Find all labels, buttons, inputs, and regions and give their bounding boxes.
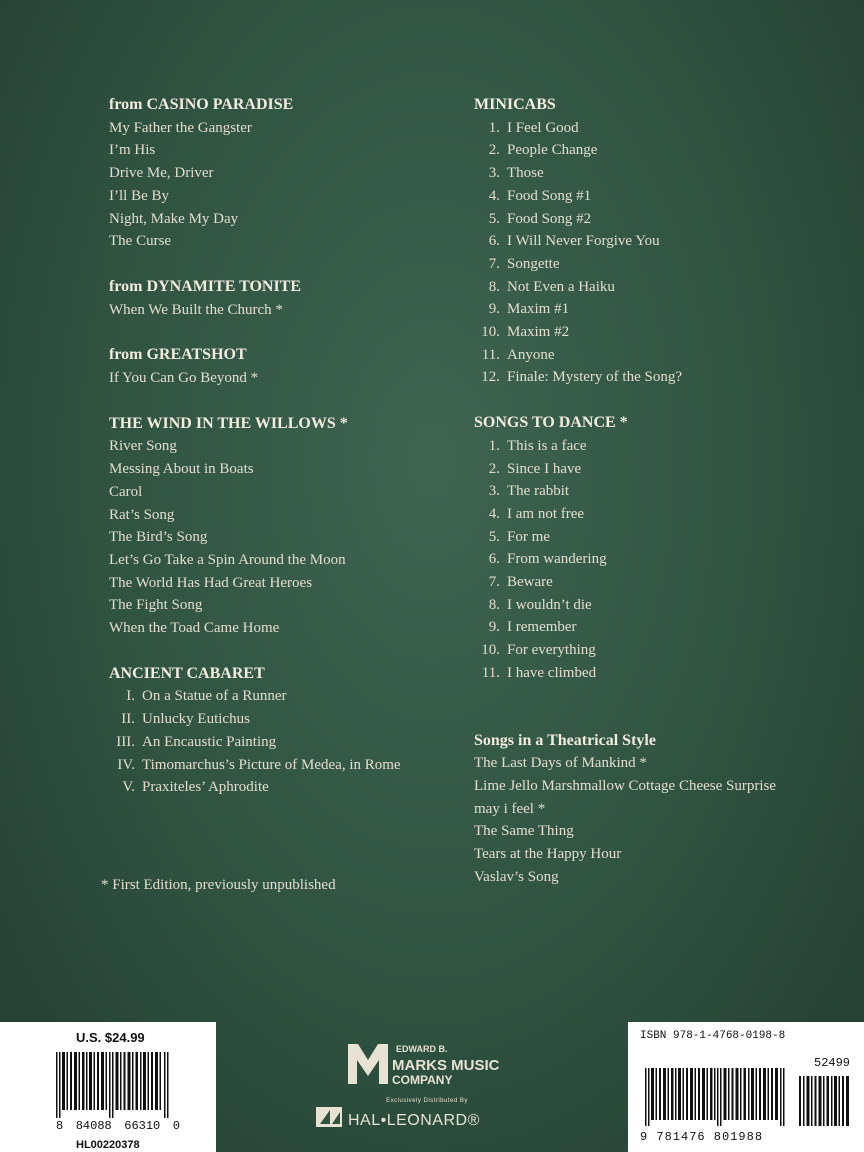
song-item [474, 571, 844, 594]
item-title: The rabbit [507, 483, 570, 500]
distributed-by-label: Exclusively Distributed By [386, 1098, 468, 1104]
item-number: 1. [488, 119, 500, 136]
item-number: 7. [488, 574, 500, 591]
item-number: 11. [481, 664, 500, 681]
section-heading [109, 413, 454, 436]
song-item [474, 458, 844, 481]
heading-prefix: from [109, 96, 147, 113]
item-title: Since I have [507, 460, 582, 477]
upc-digit-group: 84088 [75, 1119, 112, 1133]
song-item [474, 139, 844, 162]
upc-digit-group: 8 [56, 1119, 64, 1133]
logo-line-2: MARKS MUSIC [392, 1057, 500, 1074]
left-column [109, 94, 454, 822]
item-title: For me [507, 528, 550, 545]
item-number: 10. [481, 324, 500, 341]
song-item [474, 344, 844, 367]
song-item: Vaslav’s Song [474, 868, 559, 885]
item-number: 2. [488, 142, 500, 159]
section-minicabs [474, 94, 844, 389]
song-item [474, 230, 844, 253]
item-number: IV. [117, 756, 135, 773]
item-title: Food Song #2 [507, 210, 592, 227]
song-item: Drive Me, Driver [109, 165, 214, 182]
section-heading: ANCIENT CABARET [109, 664, 265, 682]
item-number: 7. [488, 255, 500, 272]
product-code: HL00220378 [76, 1139, 140, 1151]
song-item [109, 754, 454, 777]
item-title: Praxiteles’ Aphrodite [142, 779, 269, 796]
item-number: 6. [488, 233, 500, 250]
song-item [474, 480, 844, 503]
distributor-name: HAL•LEONARD® [348, 1112, 480, 1129]
item-title: For everything [507, 642, 596, 659]
isbn-barcode [643, 1068, 853, 1126]
item-title: I have climbed [507, 664, 597, 681]
song-item: Lime Jello Marshmallow Cottage Cheese Surprise [474, 777, 777, 794]
section-heading: SONGS TO DANCE * [474, 414, 628, 432]
song-item [474, 594, 844, 617]
song-item: When the Toad Came Home [109, 620, 280, 637]
heading-title: THE WIND IN THE WILLOWS * [109, 414, 348, 432]
song-item: Rat’s Song [109, 506, 175, 523]
song-item: Carol [109, 483, 143, 500]
section-heading [109, 94, 454, 117]
section-wind-in-the-willows [109, 413, 454, 640]
item-title: Unlucky Eutichus [142, 711, 250, 728]
item-title: Songette [507, 255, 560, 272]
item-number: 3. [488, 483, 500, 500]
song-item: When We Built the Church * [109, 301, 283, 318]
song-item [474, 185, 844, 208]
item-number: 3. [488, 165, 500, 182]
heading-title: CASINO PARADISE [146, 96, 294, 113]
section-ancient-cabaret [109, 663, 454, 799]
item-title: I Will Never Forgive You [507, 233, 660, 250]
heading-title: DYNAMITE TONITE [146, 277, 302, 295]
item-title: Anyone [507, 346, 555, 363]
edward-b-marks-logo [346, 1040, 506, 1088]
item-title: This is a face [507, 437, 587, 454]
song-item [474, 321, 844, 344]
hal-leonard-logo [314, 1094, 540, 1130]
section-heading: Songs in a Theatrical Style [474, 731, 656, 749]
song-item: The Bird’s Song [109, 529, 208, 546]
item-title: Maxim #2 [507, 324, 570, 341]
item-number: I. [126, 688, 135, 705]
item-number: 11. [481, 346, 500, 363]
heading-prefix: from [109, 346, 147, 364]
item-number: 8. [488, 278, 500, 295]
item-title: Food Song #1 [507, 187, 592, 204]
section-casino-paradise [109, 94, 454, 253]
song-item [474, 208, 844, 231]
item-title: From wandering [507, 551, 607, 568]
isbn-label: ISBN 978-1-4768-0198-8 [640, 1030, 786, 1042]
song-item [474, 298, 844, 321]
song-item: My Father the Gangster [109, 119, 252, 136]
song-item [474, 526, 844, 549]
item-title: I am not free [507, 505, 585, 522]
isbn-barcode-box [628, 1022, 864, 1152]
section-theatrical-style [474, 730, 844, 889]
item-number: 8. [488, 596, 500, 613]
upc-barcode [56, 1052, 172, 1118]
footnote: * First Edition, previously unpublished [101, 877, 336, 893]
item-title: On a Statue of a Runner [142, 688, 287, 705]
section-greatshot [109, 344, 454, 389]
item-number: 2. [488, 460, 500, 477]
item-title: Those [507, 165, 544, 182]
item-number: 9. [488, 619, 500, 636]
item-title: An Encaustic Painting [142, 733, 277, 750]
right-column [474, 94, 844, 912]
song-item [109, 776, 454, 799]
song-item [109, 708, 454, 731]
section-heading: MINICABS [474, 96, 556, 113]
heading-prefix: from [109, 277, 147, 295]
song-item [474, 662, 844, 685]
song-item [474, 616, 844, 639]
item-number: 5. [488, 210, 500, 227]
song-item [474, 162, 844, 185]
item-number: 4. [488, 505, 500, 522]
song-item: Tears at the Happy Hour [474, 846, 622, 863]
song-item: The Curse [109, 233, 172, 250]
song-item [474, 253, 844, 276]
upc-digits [56, 1119, 180, 1133]
item-title: I wouldn’t die [507, 596, 592, 613]
song-item [474, 117, 844, 140]
song-item: I’ll Be By [109, 187, 169, 204]
song-item [109, 685, 454, 708]
section-heading [109, 276, 454, 299]
item-title: Not Even a Haiku [507, 278, 615, 295]
heading-title: GREATSHOT [146, 346, 247, 364]
upc-digit-group: 66310 [124, 1119, 161, 1133]
song-item: The Last Days of Mankind * [474, 755, 647, 772]
item-number: III. [116, 733, 135, 750]
item-title: People Change [507, 142, 598, 159]
song-item: River Song [109, 438, 177, 455]
song-item: Night, Make My Day [109, 210, 239, 227]
addon-price-code: 52499 [814, 1056, 851, 1070]
price-label: U.S. $24.99 [76, 1030, 145, 1045]
item-title: I Feel Good [507, 119, 579, 136]
ean-digits: 9 781476 801988 [640, 1130, 764, 1144]
song-item [474, 503, 844, 526]
song-item [109, 731, 454, 754]
song-item [474, 548, 844, 571]
song-item [474, 366, 844, 389]
song-item: The Fight Song [109, 597, 203, 614]
upc-digit-group: 0 [172, 1119, 180, 1133]
item-number: 9. [488, 301, 500, 318]
item-number: 4. [488, 187, 500, 204]
song-item [474, 276, 844, 299]
item-number: II. [121, 711, 135, 728]
song-item: If You Can Go Beyond * [109, 370, 259, 387]
item-number: V. [122, 779, 135, 796]
item-number: 6. [488, 551, 500, 568]
item-number: 5. [488, 528, 500, 545]
item-title: Beware [507, 574, 553, 591]
item-title: Maxim #1 [507, 301, 570, 318]
song-item [474, 639, 844, 662]
item-title: Timomarchus’s Picture of Medea, in Rome [142, 756, 401, 773]
section-dynamite-tonite [109, 276, 454, 321]
item-number: 10. [481, 642, 500, 659]
item-title: I remember [507, 619, 577, 636]
song-item: Messing About in Boats [109, 461, 254, 478]
item-number: 12. [481, 369, 500, 386]
item-number: 1. [488, 437, 500, 454]
song-item: Let’s Go Take a Spin Around the Moon [109, 551, 346, 568]
section-heading [109, 344, 454, 367]
logo-line-1: EDWARD B. [396, 1044, 448, 1054]
song-item: The Same Thing [474, 823, 574, 840]
song-item: may i feel * [474, 800, 546, 817]
section-songs-to-dance [474, 412, 844, 684]
song-item: The World Has Had Great Heroes [109, 574, 313, 591]
song-item [474, 435, 844, 458]
price-barcode-box [0, 1022, 216, 1152]
logo-line-3: COMPANY [392, 1073, 453, 1087]
song-item: I’m His [109, 142, 156, 159]
item-title: Finale: Mystery of the Song? [507, 369, 682, 386]
